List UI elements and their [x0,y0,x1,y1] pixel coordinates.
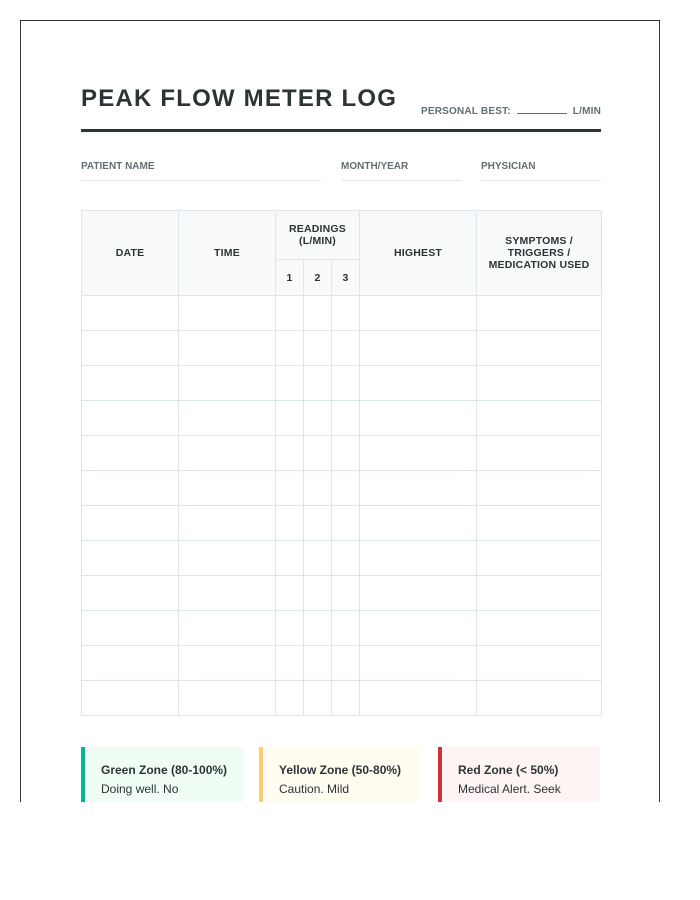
table-row [82,506,602,541]
highest-cell[interactable] [360,296,477,331]
reading-3-cell[interactable] [332,366,360,401]
table-row [82,681,602,716]
zone-description: Doing well. No [101,782,179,796]
reading-1-cell[interactable] [276,681,304,716]
reading-2-cell[interactable] [304,681,332,716]
reading-1-cell[interactable] [276,611,304,646]
symptoms-cell[interactable] [477,506,602,541]
personal-best-label: PERSONAL BEST: [420,106,511,117]
time-cell[interactable] [179,611,276,646]
column-header-readings [276,211,360,260]
symptoms-cell[interactable] [477,576,602,611]
time-cell[interactable] [179,331,276,366]
time-cell[interactable] [179,541,276,576]
table-row [82,331,602,366]
highest-cell[interactable] [360,576,477,611]
reading-1-cell[interactable] [276,366,304,401]
reading-3-cell[interactable] [332,436,360,471]
highest-cell[interactable] [360,436,477,471]
patient-name-field[interactable]: PATIENT NAME [81,161,321,181]
highest-cell[interactable] [360,331,477,366]
column-header-date: DATE [82,211,179,296]
reading-3-cell[interactable] [332,576,360,611]
date-cell[interactable] [82,611,179,646]
yellow-zone-card [259,747,421,802]
highest-cell[interactable] [360,681,477,716]
reading-2-cell[interactable] [304,436,332,471]
reading-1-cell[interactable] [276,296,304,331]
reading-3-cell[interactable] [332,541,360,576]
symptoms-cell[interactable] [477,331,602,366]
reading-2-cell[interactable] [304,646,332,681]
table-row [82,541,602,576]
highest-cell[interactable] [360,401,477,436]
column-header-reading-3: 3 [332,260,360,296]
log-table-body [82,296,602,716]
column-header-time: TIME [179,211,276,296]
date-cell[interactable] [82,576,179,611]
time-cell[interactable] [179,296,276,331]
date-cell[interactable] [82,506,179,541]
zone-title: Yellow Zone (50-80%) [279,763,402,777]
reading-2-cell[interactable] [304,506,332,541]
page-title: PEAK FLOW METER LOG [81,85,398,112]
reading-1-cell[interactable] [276,401,304,436]
reading-3-cell[interactable] [332,611,360,646]
symptoms-cell[interactable] [477,681,602,716]
highest-cell[interactable] [360,611,477,646]
time-cell[interactable] [179,436,276,471]
date-cell[interactable] [82,331,179,366]
highest-cell[interactable] [360,366,477,401]
time-cell[interactable] [179,646,276,681]
column-header-symptoms [477,211,602,296]
zone-title: Green Zone (80-100%) [101,763,228,777]
date-cell[interactable] [82,366,179,401]
reading-2-cell[interactable] [304,331,332,366]
table-row [82,611,602,646]
date-cell[interactable] [82,471,179,506]
reading-3-cell[interactable] [332,646,360,681]
symptoms-cell[interactable] [477,296,602,331]
reading-3-cell[interactable] [332,331,360,366]
symptoms-cell[interactable] [477,541,602,576]
reading-3-cell[interactable] [332,296,360,331]
highest-cell[interactable] [360,506,477,541]
table-row [82,646,602,681]
date-cell[interactable] [82,541,179,576]
time-cell[interactable] [179,401,276,436]
reading-3-cell[interactable] [332,401,360,436]
reading-1-cell[interactable] [276,541,304,576]
reading-1-cell[interactable] [276,331,304,366]
highest-cell[interactable] [360,541,477,576]
date-cell[interactable] [82,681,179,716]
patient-info-fields [81,161,601,181]
table-row [82,366,602,401]
column-header-highest: HIGHEST [360,211,477,296]
symptoms-cell[interactable] [477,646,602,681]
reading-3-cell[interactable] [332,471,360,506]
reading-1-cell[interactable] [276,646,304,681]
readings-label: READINGS (L/MIN) [288,223,347,247]
reading-2-cell[interactable] [304,401,332,436]
table-row [82,296,602,331]
table-row [82,576,602,611]
reading-1-cell[interactable] [276,576,304,611]
zone-description: Caution. Mild [279,782,350,796]
highest-cell[interactable] [360,646,477,681]
personal-best-unit: L/MIN [572,106,601,117]
personal-best-blank[interactable] [517,104,567,114]
zone-title: Red Zone (< 50%) [458,763,559,777]
page-header [81,85,601,132]
symptoms-label: SYMPTOMS / TRIGGERS / MEDICATION USED [488,235,590,271]
personal-best [421,104,601,117]
table-row [82,471,602,506]
column-header-reading-2: 2 [304,260,332,296]
reading-3-cell[interactable] [332,506,360,541]
symptoms-cell[interactable] [477,366,602,401]
symptoms-cell[interactable] [477,471,602,506]
symptoms-cell[interactable] [477,436,602,471]
zone-legend [81,747,603,802]
symptoms-cell[interactable] [477,401,602,436]
reading-3-cell[interactable] [332,681,360,716]
reading-1-cell[interactable] [276,506,304,541]
date-cell[interactable] [82,646,179,681]
reading-2-cell[interactable] [304,611,332,646]
reading-2-cell[interactable] [304,576,332,611]
highest-cell[interactable] [360,471,477,506]
symptoms-cell[interactable] [477,611,602,646]
reading-2-cell[interactable] [304,541,332,576]
green-zone-card [81,747,243,802]
time-cell[interactable] [179,471,276,506]
peak-flow-log-table [81,210,602,716]
reading-1-cell[interactable] [276,436,304,471]
reading-2-cell[interactable] [304,471,332,506]
red-zone-card [438,747,600,802]
table-row [82,401,602,436]
physician-field[interactable]: PHYSICIAN [481,161,601,181]
month-year-field[interactable]: MONTH/YEAR [341,161,461,181]
date-cell[interactable] [82,296,179,331]
reading-2-cell[interactable] [304,366,332,401]
date-cell[interactable] [82,436,179,471]
date-cell[interactable] [82,401,179,436]
reading-1-cell[interactable] [276,471,304,506]
time-cell[interactable] [179,506,276,541]
table-row [82,436,602,471]
log-sheet-page [20,20,660,802]
zone-description: Medical Alert. Seek [458,782,561,796]
time-cell[interactable] [179,681,276,716]
column-header-reading-1: 1 [276,260,304,296]
reading-2-cell[interactable] [304,296,332,331]
time-cell[interactable] [179,576,276,611]
time-cell[interactable] [179,366,276,401]
